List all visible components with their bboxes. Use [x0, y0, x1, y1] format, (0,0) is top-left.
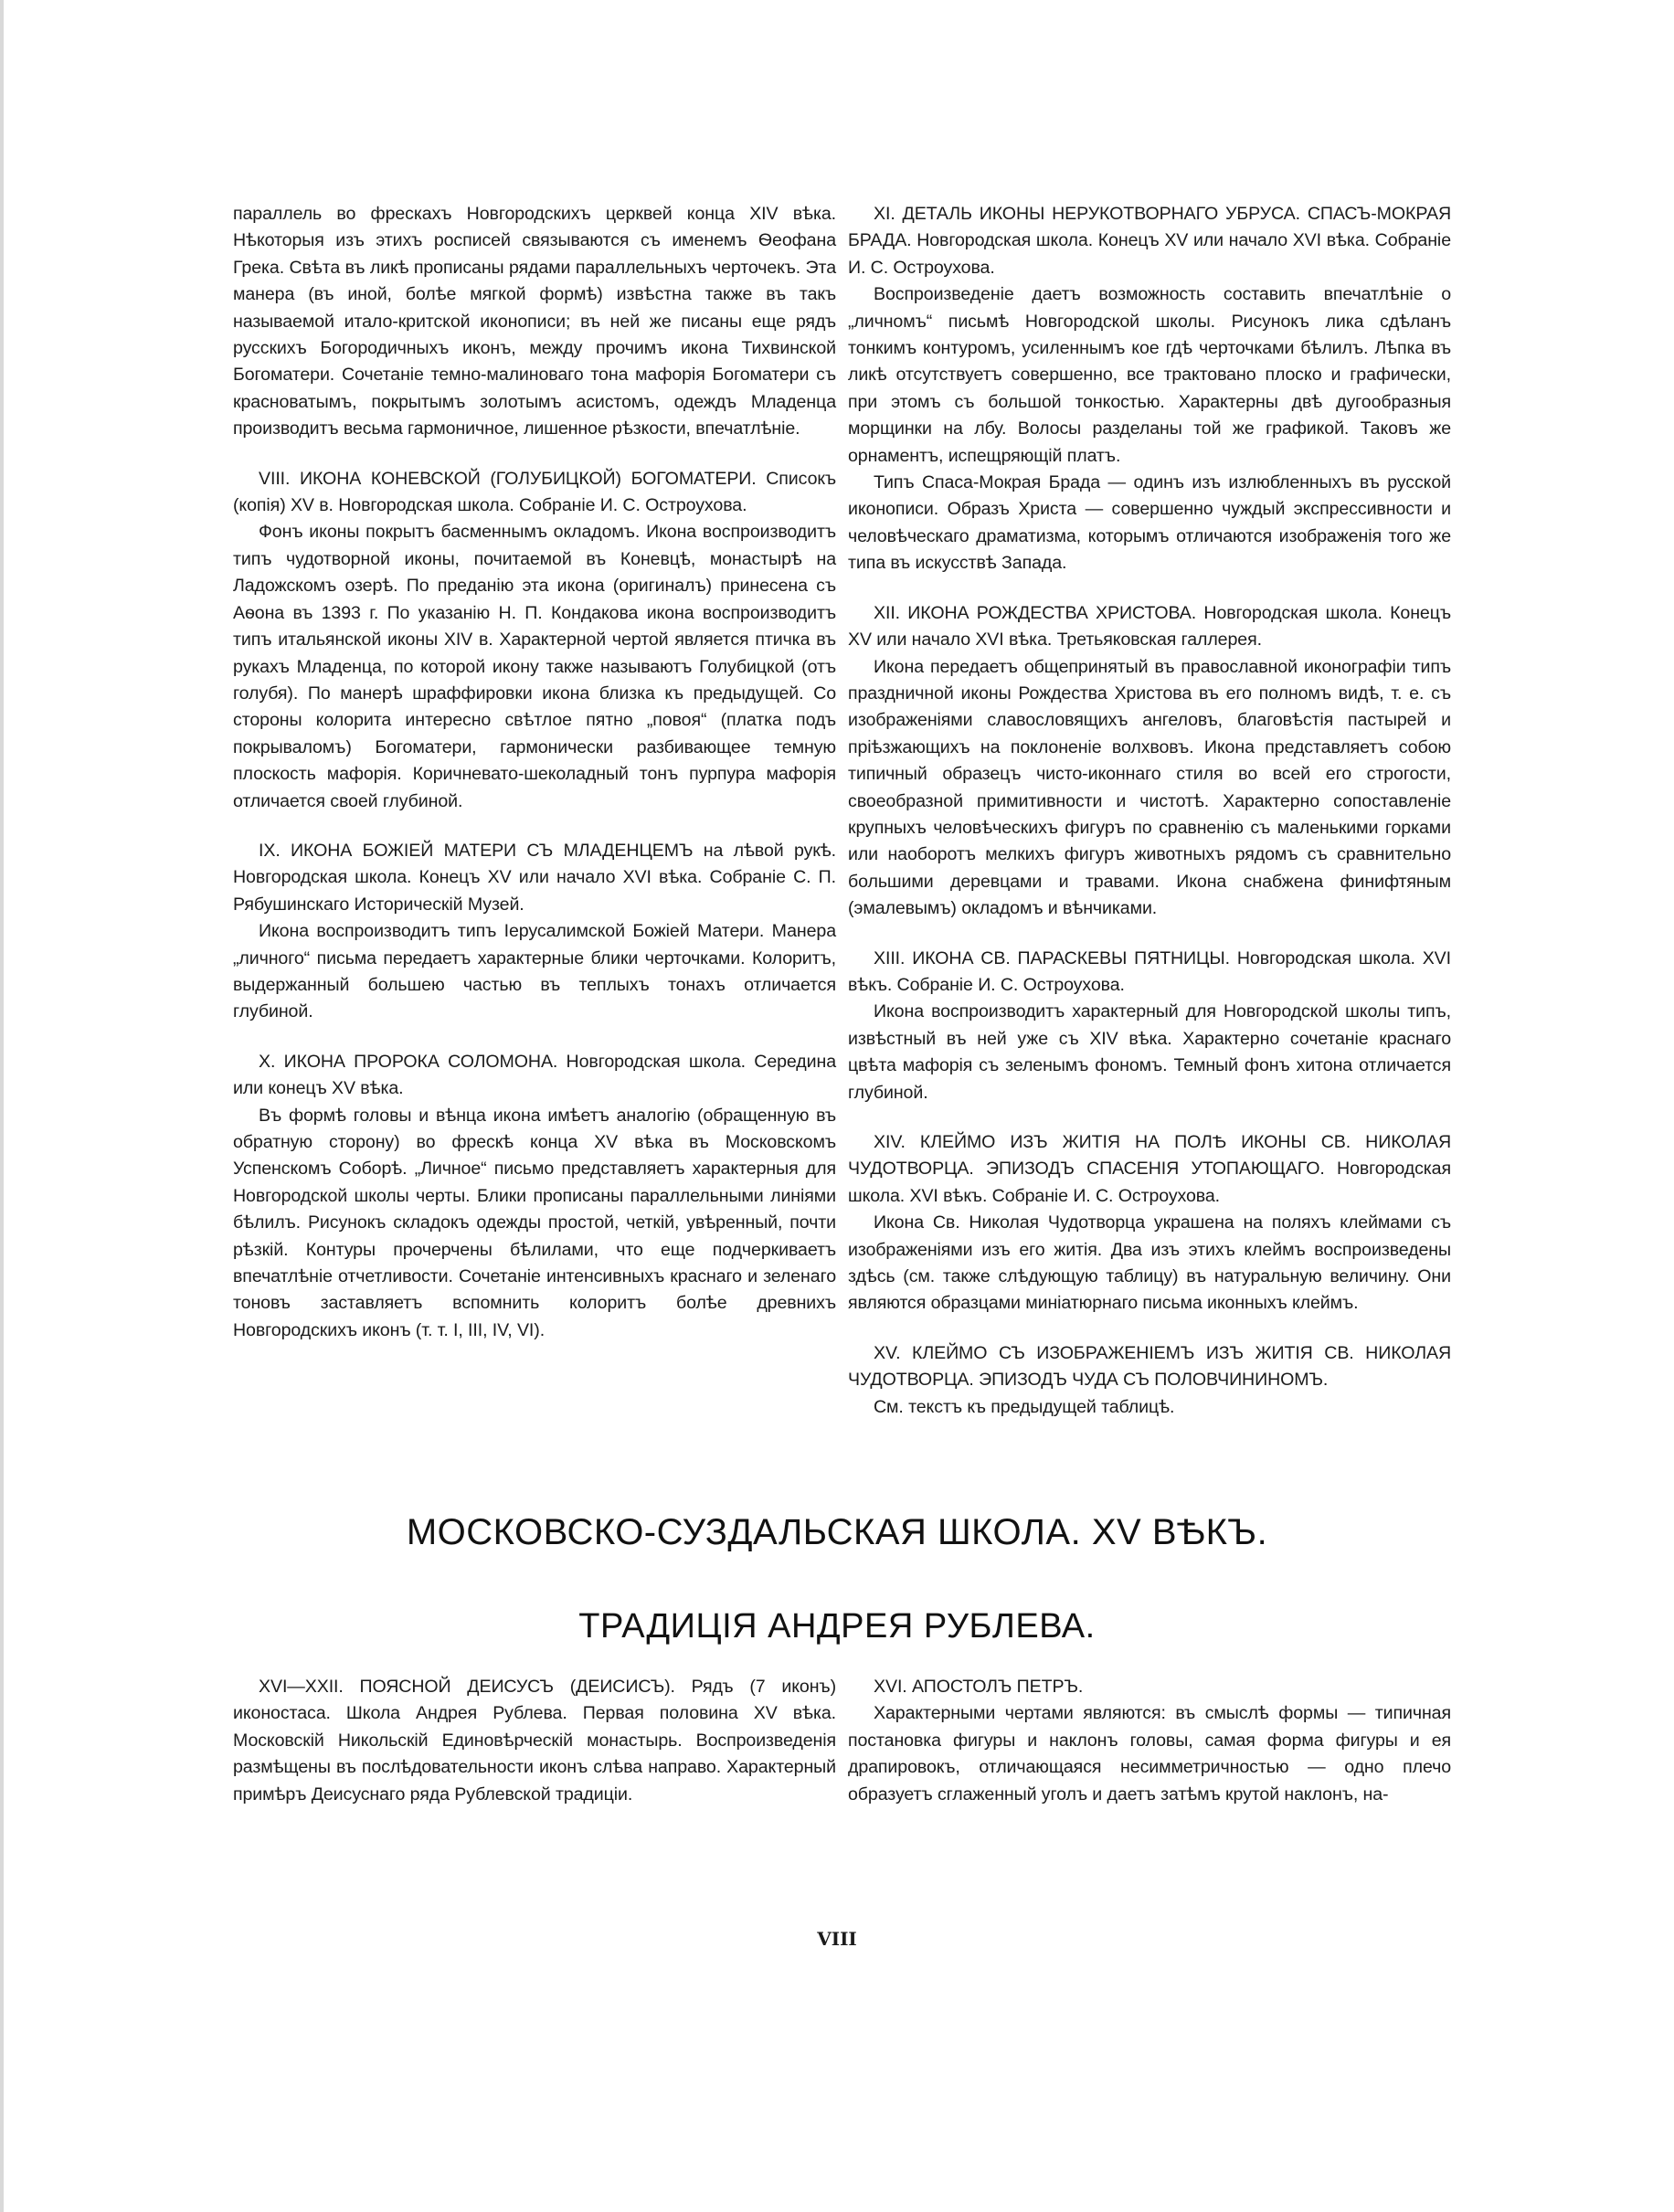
- main-heading: МОСКОВСКО-СУЗДАЛЬСКАЯ ШКОЛА. XV ВѢКЪ.: [406, 1512, 1268, 1552]
- section-heading: XII. ИКОНА РОЖДЕСТВА ХРИСТОВА. Новгородская школа. Конецъ XV или начало XVI вѣка. Третьяковская галлерея.: [848, 602, 1451, 651]
- section-heading: VIII. ИКОНА КОНЕВСКОЙ (ГОЛУБИЦКОЙ) БОГОМАТЕРИ. Списокъ (копія) XV в. Новгородская школа. Собраніе И. С. Остроухова.: [233, 468, 836, 516]
- section-xvi: [848, 1674, 1451, 1808]
- paragraph: Воспроизведеніе даетъ возможность составить впечатлѣніе о „личномъ“ письмѣ Новгородской школы. Рисунокъ лика сдѣланъ тонкимъ контуромъ, усиленнымъ кое гдѣ черточками бѣлилъ. Лѣпка въ ликѣ отсутствуетъ совершенно, все трактовано плоско и графически, при этомъ съ большой тонкостью. Характерны двѣ дугообразныя морщинки на лбу. Волосы разделаны той же графикой. Таковъ же орнаментъ, испещряющій платъ.: [848, 284, 1451, 466]
- lower-left-column: [233, 1674, 836, 1808]
- section-x: [233, 1049, 836, 1344]
- section-xii: [848, 600, 1451, 923]
- section-xi: [848, 201, 1451, 577]
- paragraph: Икона Св. Николая Чудотворца украшена на поляхъ клеймами съ изображеніями изъ его житія. Два изъ этихъ клеймъ воспроизведены здѣсь (см. также слѣдующую таблицу) въ натуральную величину. Они являются образцами миніатюрнаго письма иконныхъ клеймъ.: [848, 1212, 1451, 1314]
- paragraph: Фонъ иконы покрытъ басменнымъ окладомъ. Икона воспроизводитъ типъ чудотворной иконы, почитаемой въ Коневцѣ, монастырѣ на Ладожскомъ озерѣ. По преданію эта икона (оригиналъ) принесена съ Аѳона въ 1393 г. По указанію Н. П. Кондакова икона воспроизводитъ типъ итальянской иконы XIV в. Характерной чертой является птичка въ рукахъ Младенца, по которой икону также называютъ Голубицкой (отъ голубя). По манерѣ шраффировки икона близка къ предыдущей. Со стороны колорита интересно свѣтлое пятно „повоя“ (платка подъ покрываломъ) Богоматери, гармонически разбивающее темную плоскость мафорія. Коричневато-шеколадный тонъ пурпура мафорія отличается своей глубиной.: [233, 522, 836, 811]
- paragraph: Характерными чертами являются: въ смыслѣ формы — типичная постановка фигуры и наклонъ головы, самая форма фигуры и ея драпировокъ, отличающаяся несимметричностью — одно плечо образуетъ сглаженный уголъ и даетъ затѣмъ крутой наклонъ, на-: [848, 1703, 1451, 1805]
- sub-heading: ТРАДИЦІЯ АНДРЕЯ РУБЛЕВА.: [578, 1607, 1096, 1646]
- paragraph: Икона передаетъ общепринятый въ православной иконографіи типъ праздничной иконы Рождества Христова въ его полномъ видѣ, т. е. съ изображеніями славословящихъ ангеловъ, благовѣстія пастырей и пріѣзжающихъ на поклоненіе волхвовъ. Икона представляетъ собою типичный образецъ чисто-иконнаго стиля во всей его строгости, своеобразной примитивности и чистотѣ. Характерно сопоставленіе крупныхъ человѣческихъ фигуръ по сравненію съ маленькими горками или наоборотъ мелкихъ фигуръ животныхъ рядомъ съ сравнительно большими деревцами и травами. Икона снабжена финифтяным (эмалевымъ) окладомъ и вѣнчиками.: [848, 656, 1451, 919]
- section-heading: XIV. КЛЕЙМО ИЗЪ ЖИТІЯ НА ПОЛѢ ИКОНЫ СВ. НИКОЛАЯ ЧУДОТВОРЦА. ЭПИЗОДЪ СПАСЕНІЯ УТОПАЮЩАГО. Новгородская школа. XVI вѣкъ. Собраніе И. С. Остроухова.: [848, 1132, 1451, 1206]
- page-number: VIII: [817, 1928, 857, 1950]
- section-continuation: [233, 201, 836, 443]
- section-xiii: [848, 946, 1451, 1106]
- section-heading: XIII. ИКОНА СВ. ПАРАСКЕВЫ ПЯТНИЦЫ. Новгородская школа. XVI вѣкъ. Собраніе И. С. Остроухова.: [848, 947, 1451, 995]
- lower-right-column: [848, 1674, 1451, 1808]
- section-ix: [233, 838, 836, 1026]
- paragraph: Въ формѣ головы и вѣнца икона имѣетъ аналогію (обращенную въ обратную сторону) во фрескѣ конца XV вѣка въ Московскомъ Успенскомъ Соборѣ. „Личное“ письмо представляетъ характерныя для Новгородской школы черты. Блики прописаны параллельными линіями бѣлилъ. Рисунокъ складокъ одежды простой, четкій, увѣренный, почти рѣзкій. Контуры прочерчены бѣлилами, что еще подчеркиваетъ впечатлѣніе отчетливости. Сочетаніе интенсивныхъ краснаго и зеленаго тоновъ заставляетъ вспомнить колоритъ болѣе древнихъ Новгородскихъ иконъ (т. т. I, III, IV, VI).: [233, 1105, 836, 1340]
- section-heading: XV. КЛЕЙМО СЪ ИЗОБРАЖЕНІЕМЪ ИЗЪ ЖИТІЯ СВ. НИКОЛАЯ ЧУДОТВОРЦА. ЭПИЗОДЪ ЧУДА СЪ ПОЛОВЧИНИНОМЪ.: [848, 1342, 1451, 1391]
- upper-left-column: [233, 201, 836, 1344]
- section-heading: IX. ИКОНА БОЖІЕЙ МАТЕРИ СЪ МЛАДЕНЦЕМЪ на лѣвой рукѣ. Новгородская школа. Конецъ XV или начало XVI вѣка. Собраніе С. П. Рябушинскаго Историческій Музей.: [233, 840, 836, 915]
- section-heading: XVI—XXII. ПОЯСНОЙ ДЕИСУСЪ (ДЕИСИСЪ). Рядъ (7 иконъ) иконостаса. Школа Андрея Рублева. Первая половина XV вѣка. Московскій Никольскій Единовѣрческій монастырь. Воспроизведенія размѣщены въ послѣдовательности иконъ слѣва направо. Характерный примѣръ Деисуснаго ряда Рублевской традиціи.: [233, 1677, 836, 1805]
- section-heading: X. ИКОНА ПРОРОКА СОЛОМОНА. Новгородская школа. Середина или конецъ XV вѣка.: [233, 1051, 836, 1099]
- page-edge-shadow: [0, 0, 4, 2212]
- upper-right-column: [848, 201, 1451, 1421]
- section-xvi-xxii: [233, 1674, 836, 1808]
- paragraph: Икона воспроизводитъ типъ Іерусалимской Божіей Матери. Манера „личного“ письма передаетъ характерные блики черточками. Колоритъ, выдержанный большею частью въ теплыхъ тонахъ отличается глубиной.: [233, 921, 836, 1022]
- paragraph: Икона воспроизводитъ характерный для Новгородской школы типъ, извѣстный въ ней уже съ XIV вѣка. Характерно сочетаніе краснаго цвѣта мафорія съ зеленымъ фономъ. Темный фонъ хитона отличается глубиной.: [848, 1001, 1451, 1103]
- paragraph: См. текстъ къ предыдущей таблицѣ.: [874, 1396, 1175, 1417]
- paragraph: параллель во фрескахъ Новгородскихъ церквей конца XIV вѣка. Нѣкоторыя изъ этихъ росписей связываются съ именемъ Ѳеофана Грека. Свѣта въ ликѣ прописаны рядами параллельныхъ черточекъ. Эта манера (въ иной, болѣе мягкой формѣ) извѣстна также въ такъ называемой итало-критской иконописи; въ ней же писаны еще рядъ русскихъ Богородичныхъ иконъ, между прочимъ икона Тихвинской Богоматери. Сочетаніе темно-малиноваго тона мафорія Богоматери съ красноватымъ, покрытымъ золотымъ асистомъ, одеждъ Младенца производитъ весьма гармоничное, лишенное рѣзкости, впечатлѣніе.: [233, 204, 836, 439]
- section-viii: [233, 466, 836, 815]
- paragraph: Типъ Спаса-Мокрая Брада — одинъ изъ излюбленныхъ въ русской иконописи. Образъ Христа — совершенно чуждый экспрессивности и человѣческаго драматизма, которымъ отличаются изображенія того же типа въ искусствѣ Запада.: [848, 472, 1451, 574]
- section-heading: XI. ДЕТАЛЬ ИКОНЫ НЕРУКОТВОРНАГО УБРУСА. СПАСЪ-МОКРАЯ БРАДА. Новгородская школа. Конецъ XV или начало XVI вѣка. Собраніе И. С. Остроухова.: [848, 204, 1451, 278]
- section-xiv: [848, 1129, 1451, 1318]
- section-xv: [848, 1340, 1451, 1421]
- section-heading: XVI. АПОСТОЛЪ ПЕТРЪ.: [874, 1677, 1084, 1697]
